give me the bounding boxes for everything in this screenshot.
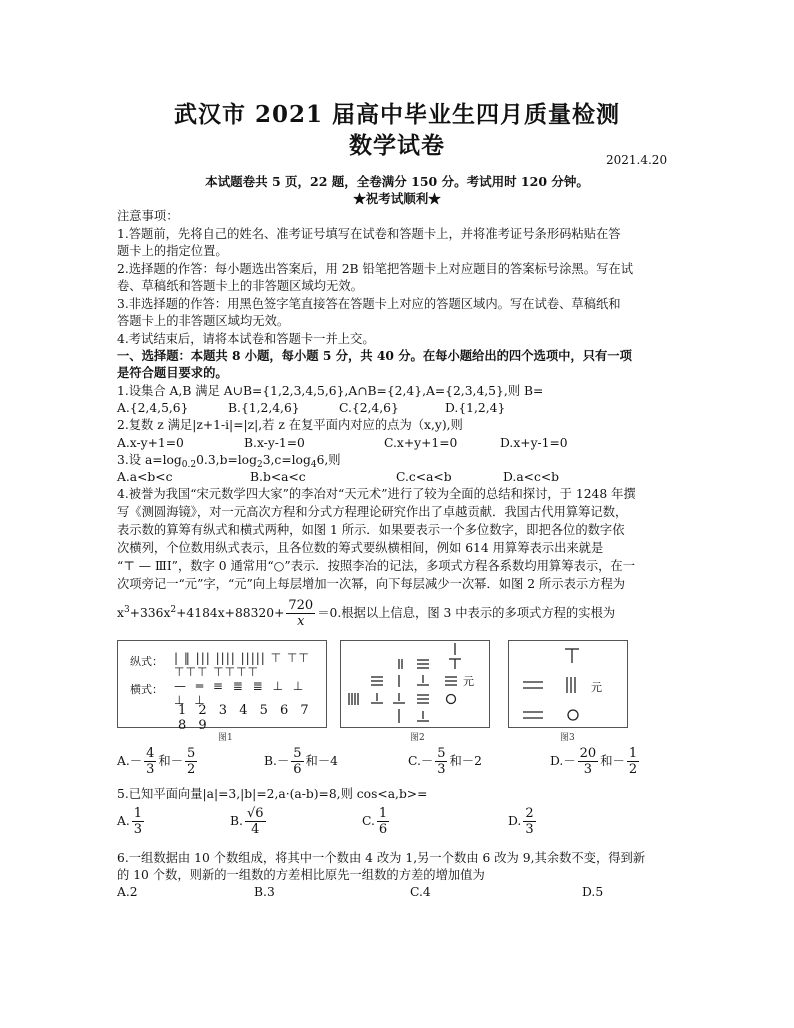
- q2-option-a: A.x-y+1=0: [117, 436, 184, 450]
- q3-option-d: D.a<c<b: [503, 470, 560, 484]
- q4-line: 4.被誉为我国“宋元数学四大家”的李冶对“天元术”进行了较为全面的总结和探讨，于 1248 年撰: [117, 487, 636, 501]
- exam-intro: 本试题卷共 5 页，22 题，全卷满分 150 分。考试用时 120 分钟。: [205, 174, 589, 189]
- notes-line: 2.选择题的作答：每小题选出答案后，用 2B 铅笔把答题卡上对应题目的答案标号涂黑。写在试: [117, 262, 633, 276]
- figure-2: [340, 640, 490, 728]
- exam-subtitle: 数学试卷: [349, 132, 445, 159]
- fig3-rods: [509, 641, 627, 727]
- q4-line: 次横列，个位数用纵式表示，且各位数的筹式要纵横相间，例如 614 用算筹表示出来就是: [117, 541, 604, 555]
- q1-option-b: B.{1,2,4,6}: [228, 401, 300, 415]
- exam-title: 武汉市 2021 届高中毕业生四月质量检测: [173, 101, 621, 128]
- q4-line: 次项旁记一“元”字，“元”向上每层增加一次幂，向下每层减少一次幂．如图 2 所示表示方程为: [117, 577, 626, 591]
- exam-date: 2021.4.20: [606, 153, 668, 167]
- fig1-digits: 1 2 3 4 5 6 7 8 9: [178, 703, 313, 733]
- q6-option-d: D.5: [582, 885, 604, 899]
- q4-equation: $x^3+336x^2+4184x+88320+$ $\frac{720}{x}$ ＝0.根据以上信息，图 3 中表示的多项式方程的实根为: [117, 598, 616, 629]
- notes-line: 答题卡上的非答题区域均无效。: [117, 314, 290, 328]
- q4-fraction: $\frac{720}{x}$: [288, 598, 314, 629]
- q6-line: 6.一组数据由 10 个数组成，将其中一个数由 4 改为 1,另一个数由 6 改为 9,其余数不变，得到新: [117, 851, 646, 865]
- notes-heading: 注意事项：: [117, 209, 179, 223]
- exam-wish: ★祝考试顺利★: [353, 191, 441, 206]
- notes-line: 1.答题前，先将自己的姓名、准考证号填写在试卷和答题卡上，并将准考证号条形码粘贴在答: [117, 227, 621, 241]
- q4-option-c: C.－ $\frac{5}{3}$ 和－2: [408, 746, 482, 777]
- fig3-yuan-label: 元: [591, 681, 602, 694]
- fig3-caption: 图3: [560, 733, 575, 743]
- fig1-heng-label: 横式：: [130, 683, 163, 696]
- notes-line: 卷、草稿纸和答题卡上的非答题区域均无效。: [117, 279, 363, 293]
- q1-option-c: C.{2,4,6}: [339, 401, 399, 415]
- notes-line: 3.非选择题的作答：用黑色签字笔直接答在答题卡上对应的答题区域内。写在试卷、草稿纸和: [117, 297, 621, 311]
- q2-option-b: B.x-y-1=0: [244, 436, 305, 450]
- figure-3: [508, 640, 628, 728]
- fig1-zong-rods: | ‖ ||| |||| ||||| ⊤ ⊤⊤ ⊤⊤⊤ ⊤⊤⊤⊤: [174, 651, 310, 679]
- notes-line: 题卡上的指定位置。: [117, 244, 228, 258]
- fig2-caption: 图2: [410, 733, 425, 743]
- q6-line: 的 10 个数，则新的一组数的方差相比原先一组数的方差的增加值为: [117, 868, 485, 882]
- fig1-heng-rods: — ═ ≡ ≣ ≣ ⊥ ⊥ ⊥ ⊥: [174, 679, 307, 707]
- q3-option-a: A.a<b<c: [117, 470, 173, 484]
- q5-option-b: B. $\frac{√6}{4}$: [230, 806, 264, 837]
- q2-option-d: D.x+y-1=0: [500, 436, 568, 450]
- q2-option-c: C.x+y+1=0: [384, 436, 458, 450]
- q5-option-c: C. $\frac{1}{6}$: [362, 806, 388, 837]
- q1-stem: 1.设集合 A,B 满足 A∪B={1,2,3,4,5,6},A∩B={2,4},A={2,3,4,5},则 B=: [117, 384, 544, 398]
- q1-option-d: D.{1,2,4}: [445, 401, 506, 415]
- section-heading: 一、选择题：本题共 8 小题，每小题 5 分，共 40 分。在每小题给出的四个选项中，只有一项: [117, 348, 632, 363]
- fig2-yuan-label: 元: [463, 675, 474, 688]
- q4-option-a: A.－ $\frac{4}{3}$ 和－ $\frac{5}{2}$: [117, 746, 196, 777]
- q6-option-b: B.3: [254, 885, 275, 899]
- q3-stem: 3.设 $a=\log_{0.2}0.3,b=\log_23,c=\log_46$,则: [117, 453, 341, 470]
- q1-option-a: A.{2,4,5,6}: [117, 401, 189, 415]
- q5-stem: 5.已知平面向量|a|=3,|b|=2,a·(a-b)=8,则 cos<a,b>=: [117, 787, 428, 801]
- fig1-caption: 图1: [218, 733, 233, 743]
- q5-option-d: D. $\frac{2}{3}$: [508, 806, 534, 837]
- q4-option-b: B.－ $\frac{5}{6}$ 和－4: [264, 746, 338, 777]
- section-heading-cont: 是符合题目要求的。: [117, 365, 228, 380]
- q4-option-d: D.－ $\frac{20}{3}$ 和－ $\frac{1}{2}$: [550, 746, 638, 777]
- notes-line: 4.考试结束后，请将本试卷和答题卡一并上交。: [117, 332, 375, 346]
- q4-line: “⊤ — ⅢI”，数字 0 通常用“○”表示．按照李冶的记法，多项式方程各系数均用算筹表示，在一: [117, 559, 636, 573]
- fig1-zong-label: 纵式：: [130, 655, 163, 668]
- q4-line: 写《测圆海镜》，对一元高次方程和分式方程理论研究作出了卓越贡献．我国古代用算筹记数，: [117, 505, 628, 519]
- q3-option-c: C.c<a<b: [396, 470, 452, 484]
- q4-line: 表示数的算筹有纵式和横式两种，如图 1 所示．如果要表示一个多位数字，即把各位的数字依: [117, 523, 625, 537]
- q6-option-a: A.2: [117, 885, 138, 899]
- q3-option-b: B.b<a<c: [250, 470, 306, 484]
- figure-1: [117, 640, 327, 733]
- q2-stem: 2.复数 z 满足|z+1-i|=|z|,若 z 在复平面内对应的点为（x,y),则: [117, 418, 463, 432]
- q5-option-a: A. $\frac{1}{3}$: [117, 806, 143, 837]
- q6-option-c: C.4: [410, 885, 431, 899]
